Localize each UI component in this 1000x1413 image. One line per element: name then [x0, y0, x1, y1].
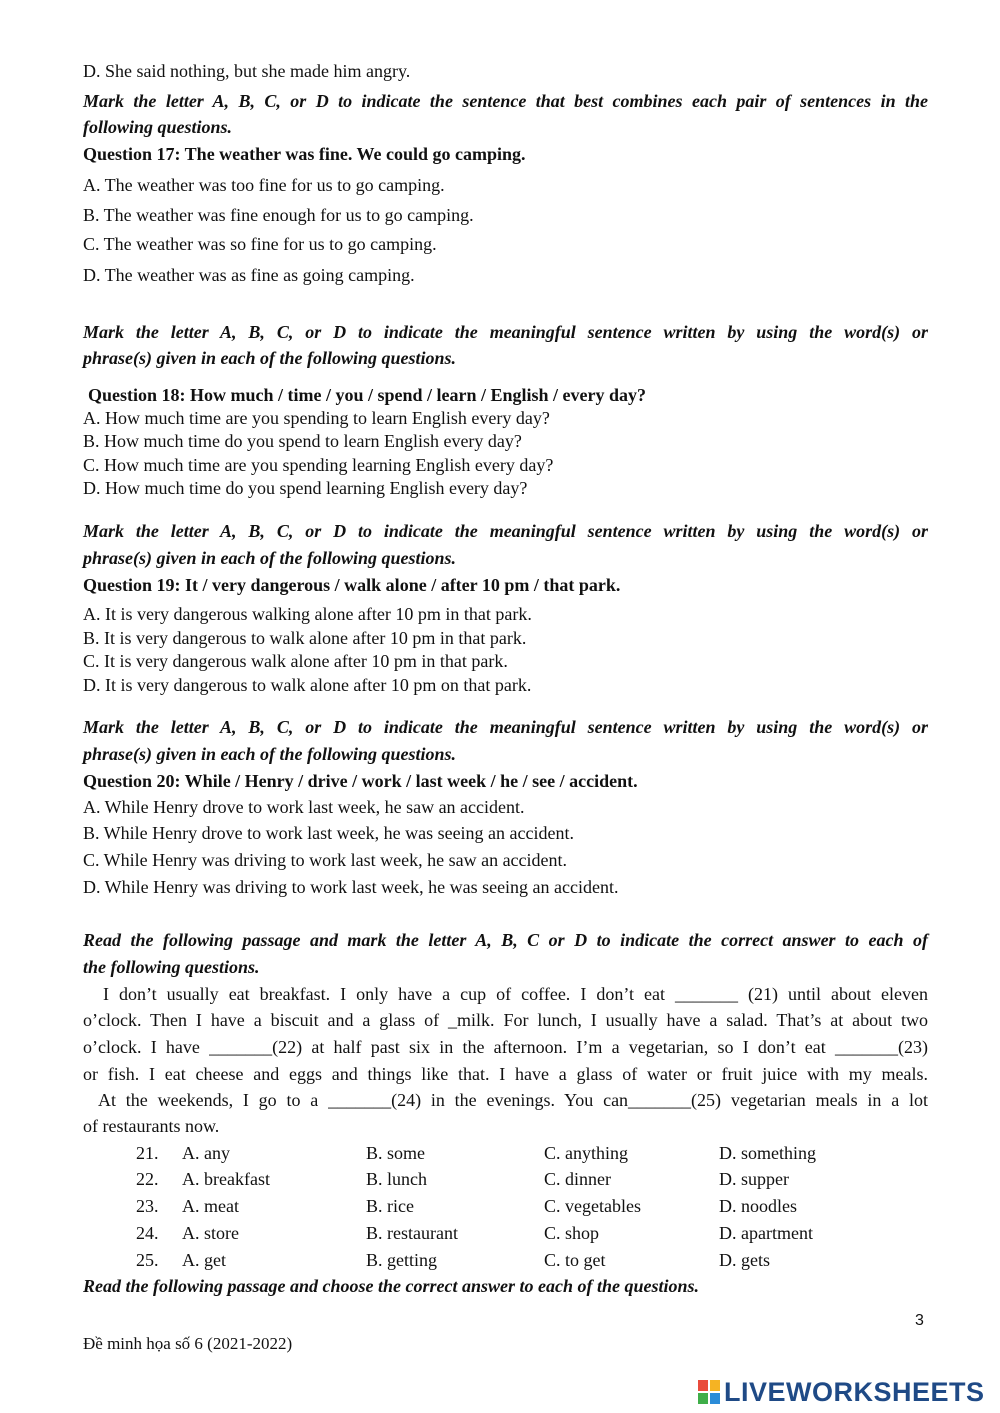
question-17-option-d: D. The weather was as fine as going camping.	[83, 265, 415, 285]
answer-option-c[interactable]: C. dinner	[544, 1169, 611, 1189]
answer-option-c[interactable]: C. to get	[544, 1250, 606, 1270]
question-17-title: Question 17: The weather was fine. We could go camping.	[83, 144, 526, 164]
instruction-meaningful-3: Mark the letter A, B, C, or D to indicate the meaningful sentence written by using the word(s) or	[83, 717, 928, 737]
question-20-title: Question 20: While / Henry / drive / work / last week / he / see / accident.	[83, 771, 638, 791]
answer-row-23	[0, 1196, 1000, 1220]
answer-option-b[interactable]: B. some	[366, 1143, 426, 1163]
question-20-option-d: D. While Henry was driving to work last week, he was seeing an accident.	[83, 877, 619, 897]
answer-number: 23.	[136, 1196, 159, 1216]
question-16-option-d: D. She said nothing, but she made him angry.	[83, 61, 411, 81]
instruction-meaningful-3-cont: phrase(s) given in each of the following questions.	[83, 744, 457, 764]
question-20-option-a: A. While Henry drove to work last week, he saw an accident.	[83, 797, 525, 817]
instruction-meaningful-1: Mark the letter A, B, C, or D to indicate the meaningful sentence written by using the word(s) or	[83, 322, 928, 342]
liveworksheets-logo-icon	[698, 1380, 720, 1404]
question-19-option-d: D. It is very dangerous to walk alone after 10 pm on that park.	[83, 675, 532, 695]
question-20-option-c: C. While Henry was driving to work last week, he saw an accident.	[83, 850, 568, 870]
passage-line-6: of restaurants now.	[83, 1116, 220, 1136]
instruction-combine-cont: following questions.	[83, 117, 233, 137]
question-19-option-b: B. It is very dangerous to walk alone after 10 pm in that park.	[83, 628, 527, 648]
answer-option-b[interactable]: B. lunch	[366, 1169, 427, 1189]
question-18-option-b: B. How much time do you spend to learn English every day?	[83, 431, 522, 451]
answer-option-b[interactable]: B. rice	[366, 1196, 414, 1216]
page-number: 3	[915, 1312, 924, 1329]
answer-option-c[interactable]: C. shop	[544, 1223, 600, 1243]
passage-line-1: I don’t usually eat breakfast. I only have a cup of coffee. I don’t eat _______ (21) until about eleven	[103, 984, 928, 1004]
answer-option-d[interactable]: D. apartment	[719, 1223, 813, 1243]
answer-number: 24.	[136, 1223, 159, 1243]
passage-line-3: o’clock. I have _______(22) at half past six in the afternoon. I’m a vegetarian, so I don’t eat _______(23)	[83, 1037, 928, 1057]
answer-option-a[interactable]: A. store	[182, 1223, 239, 1243]
question-18-option-c: C. How much time are you spending learning English every day?	[83, 455, 554, 475]
answer-option-d[interactable]: D. gets	[719, 1250, 770, 1270]
footer-title: Đề minh họa số 6 (2021-2022)	[83, 1334, 293, 1353]
answer-option-d[interactable]: D. supper	[719, 1169, 789, 1189]
answer-option-a[interactable]: A. any	[182, 1143, 230, 1163]
answer-option-a[interactable]: A. get	[182, 1250, 226, 1270]
answer-option-b[interactable]: B. restaurant	[366, 1223, 458, 1243]
answer-option-d[interactable]: D. noodles	[719, 1196, 797, 1216]
answer-option-b[interactable]: B. getting	[366, 1250, 437, 1270]
question-17-option-a: A. The weather was too fine for us to go camping.	[83, 175, 445, 195]
instruction-passage-2: Read the following passage and choose the correct answer to each of the questions.	[83, 1276, 700, 1296]
question-17-option-b: B. The weather was fine enough for us to go camping.	[83, 205, 474, 225]
instruction-passage-1-cont: the following questions.	[83, 957, 260, 977]
passage-line-5: At the weekends, I go to a _______(24) in the evenings. You can_______(25) vegetarian meals in a lot	[98, 1090, 928, 1110]
answer-number: 21.	[136, 1143, 159, 1163]
answer-number: 25.	[136, 1250, 159, 1270]
instruction-meaningful-2-cont: phrase(s) given in each of the following questions.	[83, 548, 457, 568]
answer-option-a[interactable]: A. breakfast	[182, 1169, 270, 1189]
instruction-meaningful-1-cont: phrase(s) given in each of the following questions.	[83, 348, 457, 368]
liveworksheets-wordmark: LIVEWORKSHEETS	[724, 1376, 985, 1407]
answer-row-24	[0, 1223, 1000, 1247]
answer-option-c[interactable]: C. anything	[544, 1143, 628, 1163]
answer-option-c[interactable]: C. vegetables	[544, 1196, 641, 1216]
liveworksheets-logo	[698, 1376, 985, 1408]
instruction-passage-1: Read the following passage and mark the letter A, B, C or D to indicate the correct answer to each of	[83, 930, 928, 950]
question-19-title: Question 19: It / very dangerous / walk alone / after 10 pm / that park.	[83, 575, 621, 595]
question-20-option-b: B. While Henry drove to work last week, he was seeing an accident.	[83, 823, 575, 843]
question-18-title: Question 18: How much / time / you / spend / learn / English / every day?	[88, 385, 647, 405]
question-18-option-d: D. How much time do you spend learning English every day?	[83, 478, 528, 498]
instruction-combine: Mark the letter A, B, C, or D to indicate the sentence that best combines each pair of sentences in the	[83, 91, 928, 111]
answer-option-a[interactable]: A. meat	[182, 1196, 239, 1216]
passage-line-4: or fish. I eat cheese and eggs and things like that. I have a glass of water or fruit juice with my meals.	[83, 1064, 928, 1084]
answer-row-21	[0, 1143, 1000, 1167]
question-18-option-a: A. How much time are you spending to learn English every day?	[83, 408, 550, 428]
instruction-meaningful-2: Mark the letter A, B, C, or D to indicate the meaningful sentence written by using the word(s) or	[83, 521, 928, 541]
question-17-option-c: C. The weather was so fine for us to go camping.	[83, 234, 437, 254]
passage-line-2: o’clock. Then I have a biscuit and a glass of _milk. For lunch, I usually have a salad. That’s at about two	[83, 1010, 928, 1030]
question-19-option-c: C. It is very dangerous walk alone after 10 pm in that park.	[83, 651, 508, 671]
answer-option-d[interactable]: D. something	[719, 1143, 816, 1163]
answer-number: 22.	[136, 1169, 159, 1189]
question-19-option-a: A. It is very dangerous walking alone after 10 pm in that park.	[83, 604, 532, 624]
answer-row-22	[0, 1169, 1000, 1193]
answer-row-25	[0, 1250, 1000, 1274]
